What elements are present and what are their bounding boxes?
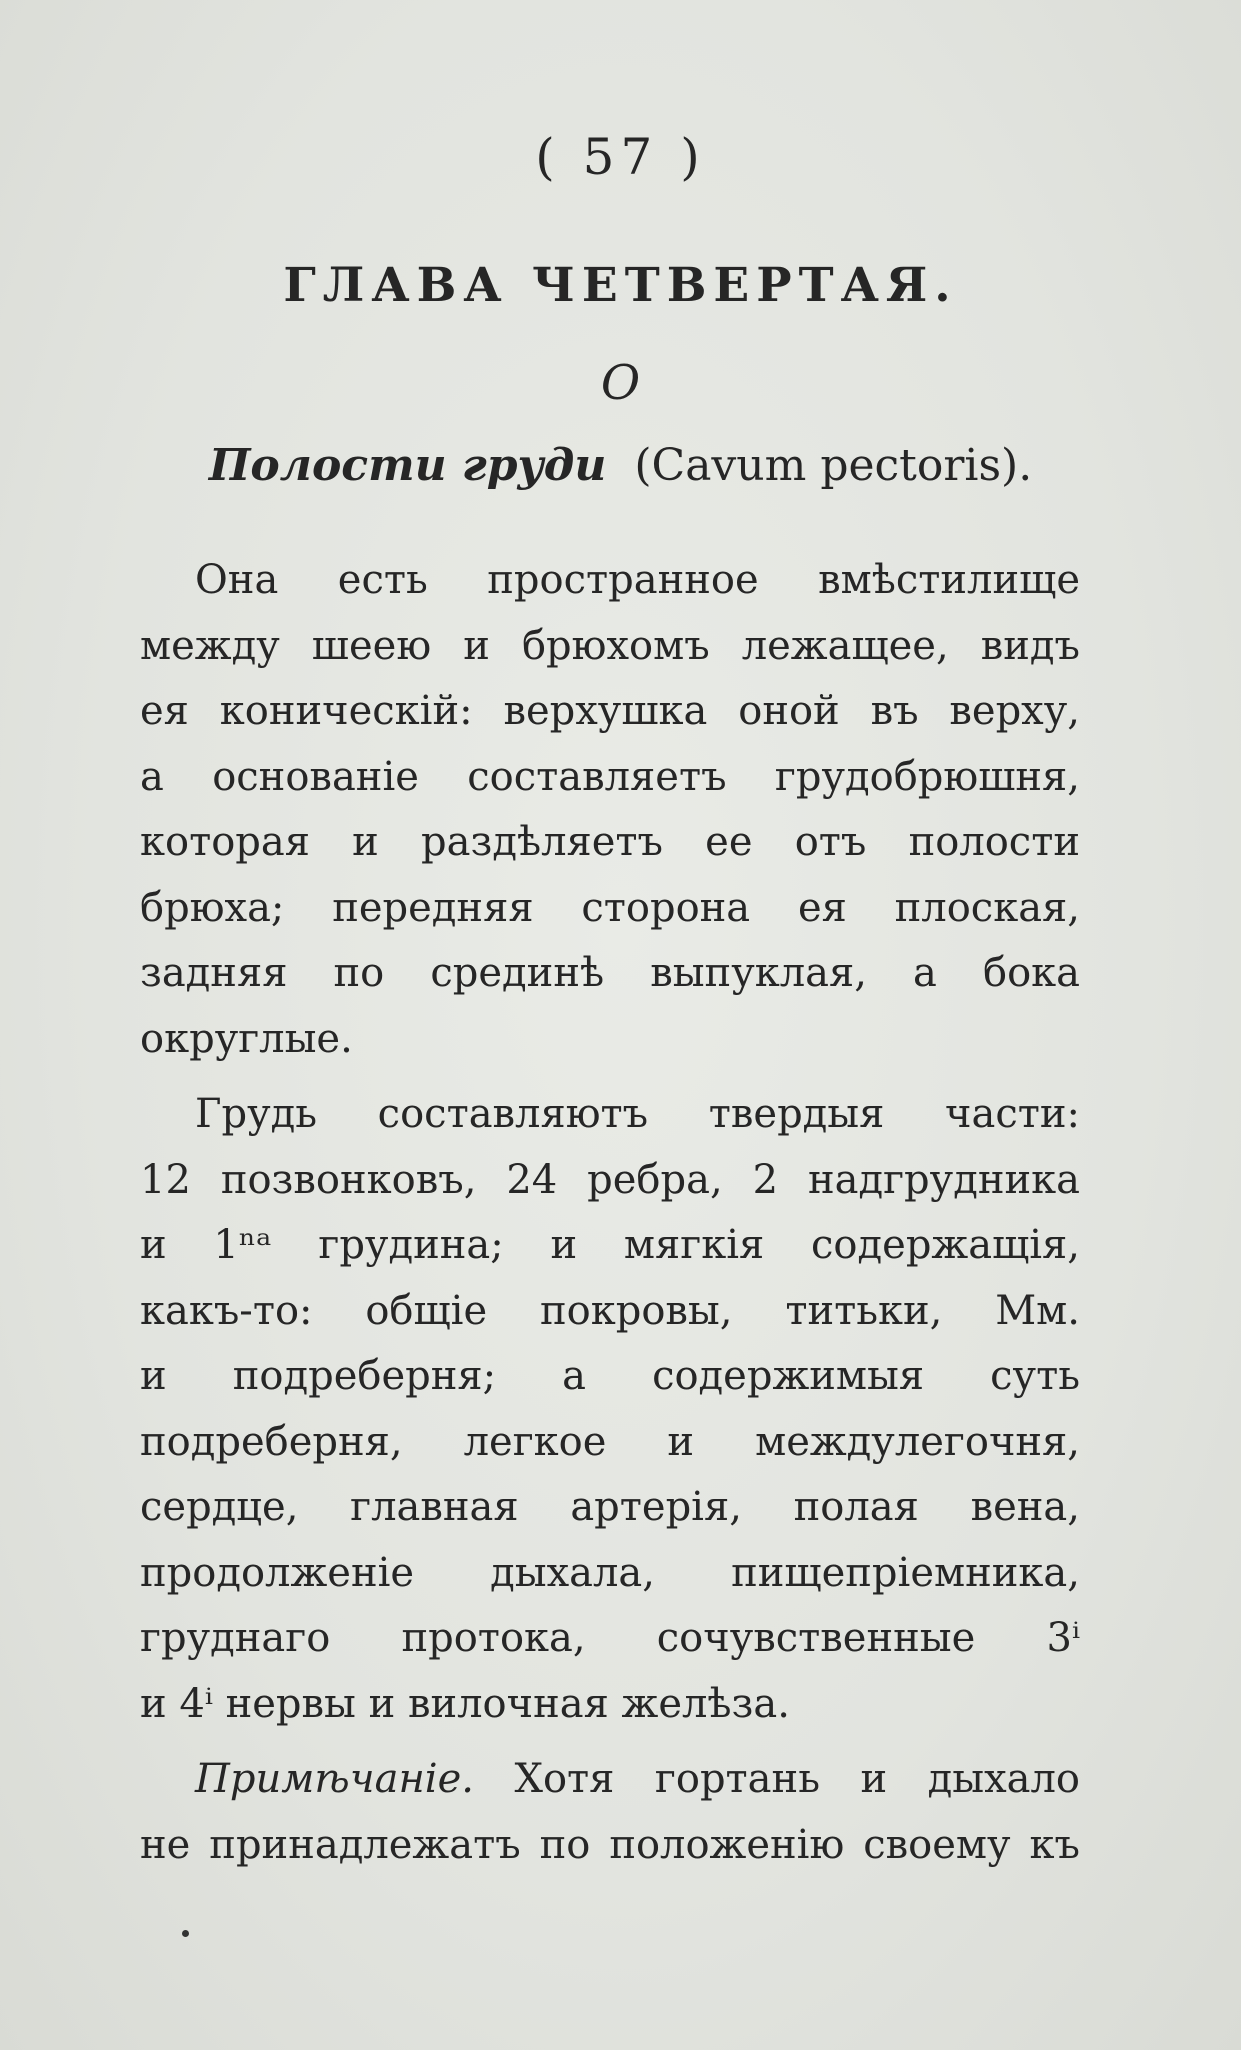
text-line: которая и раздѣляетъ ее отъ полости: [140, 819, 1080, 865]
text-line: и подреберня; а содержимыя суть: [140, 1353, 1080, 1399]
chapter-heading: ГЛАВА ЧЕТВЕРТАЯ.: [283, 258, 958, 313]
body-text: [140, 548, 1080, 1878]
text-line: а основаніе составляетъ грудобрюшня,: [140, 753, 1080, 800]
text-line: продолженіе дыхала, пищепріемника,: [140, 1549, 1080, 1596]
text-line: и 1ⁿᵃ грудина; и мягкія содержащія,: [140, 1222, 1080, 1268]
text-line: между шеею и брюхомъ лежащее, видъ: [140, 622, 1080, 669]
text-line: Она есть пространное вмѣстилище: [195, 557, 1080, 603]
chapter-subtitle: [0, 440, 1241, 491]
text-line: ея коническій: верхушка оной въ верху,: [140, 688, 1080, 734]
note-text: Хотя гортань и дыхало: [514, 1756, 1080, 1802]
text-line: Грудь составляютъ твердыя части:: [195, 1091, 1080, 1137]
text-line: 12 позвонковъ, 24 ребра, 2 надгрудника: [140, 1156, 1080, 1203]
note-label: Примѣчаніе.: [195, 1756, 474, 1802]
text-line: груднаго протока, сочувственные 3ⁱ: [140, 1615, 1080, 1661]
page-number: ( 57 ): [535, 128, 706, 186]
text-line: не принадлежатъ по положенію своему къ: [140, 1821, 1080, 1868]
text-line: и 4ⁱ нервы и вилочная желѣза.: [140, 1680, 790, 1727]
text-line: [140, 1747, 1080, 1813]
subtitle-russian: Полости груди: [208, 440, 607, 491]
subtitle-preposition: О: [600, 355, 641, 411]
text-line: задняя по срединѣ выпуклая, а бока: [140, 950, 1080, 996]
text-line: какъ-то: общіе покровы, титьки, Мм.: [140, 1287, 1080, 1334]
text-line: подреберня, легкое и междулегочня,: [140, 1418, 1080, 1465]
subtitle-latin: (Cavum pectoris).: [634, 440, 1033, 491]
text-line: округлые.: [140, 1015, 353, 1062]
text-line: брюха; передняя сторона ея плоская,: [140, 884, 1080, 931]
text-line: сердце, главная артерія, полая вена,: [140, 1484, 1080, 1530]
ink-speck: [182, 1930, 189, 1937]
